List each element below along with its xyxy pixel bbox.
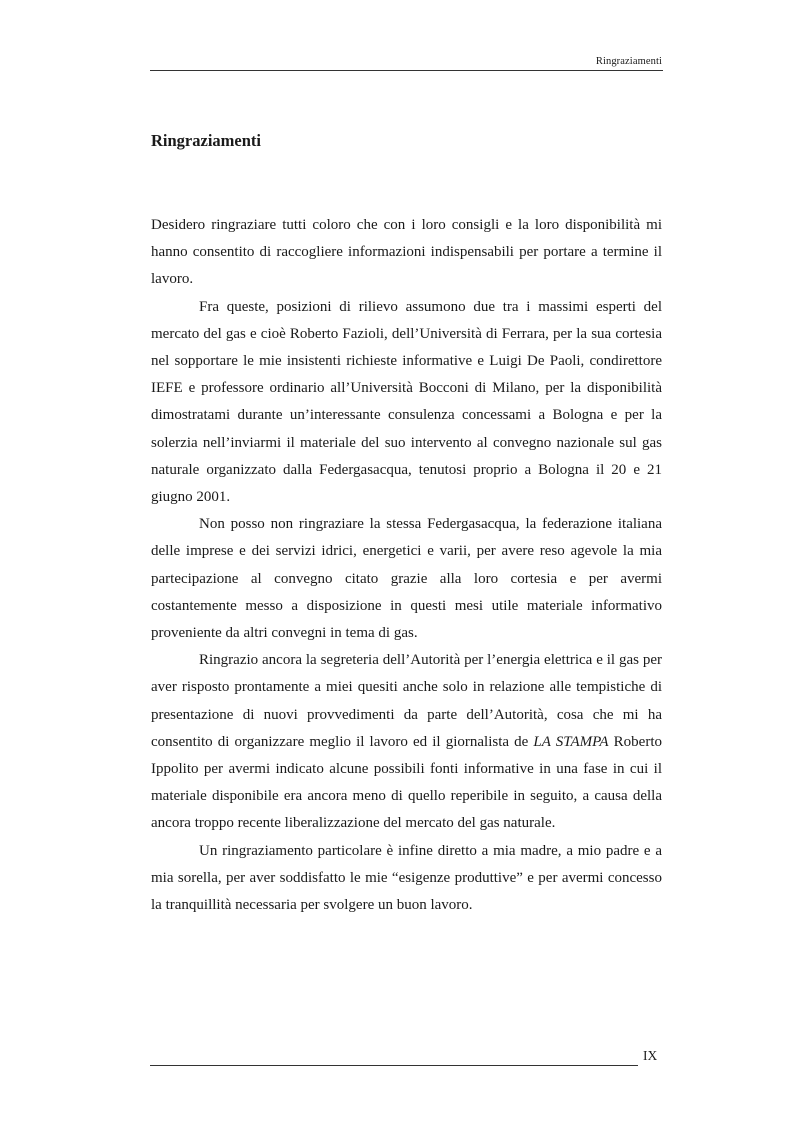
header-rule <box>150 70 663 71</box>
paragraph-2: Fra queste, posizioni di rilievo assumono due tra i massimi esperti del mercato del gas e cioè Roberto Fazioli, dell’Università di Ferrara, per la sua cortesia nel sopportare le mie insistenti richieste informative e Luigi De Paoli, condirettore IEFE e professore ordinario all’Università Bocconi di Milano, per la disponibilità dimostratami durante un’interessante consulenza concessami a Bologna e per la solerzia nell’inviarmi il materiale del suo intervento al convegno nazionale sul gas naturale organizzato dalla Federgasacqua, tenutosi proprio a Bologna il 20 e 21 giugno 2001. <box>151 298 662 506</box>
paragraph-3: Non posso non ringraziare la stessa Federgasacqua, la federazione italiana delle imprese e dei servizi idrici, energetici e varii, per avere reso agevole la mia partecipazione al convegno citato grazie alla loro cortesia e per avermi costantemente messo a disposizione in questi mesi utile materiale informativo proveniente da altri convegni in tema di gas. <box>151 516 662 642</box>
paragraph-4-text-before: Ringrazio ancora la segreteria dell’Autorità per l’energia elettrica e il gas per aver risposto prontamente a miei quesiti anche solo in relazione alle tempistiche di presentazione di nuovi provvedimenti da parte dell’Autorità, cosa che mi ha consentito di organizzare meglio il lavoro ed il giornalista de <box>151 652 662 750</box>
paragraph-4 <box>151 647 662 837</box>
newspaper-name: LA STAMPA <box>533 733 609 750</box>
footer-rule <box>150 1065 638 1066</box>
paragraph-5: Un ringraziamento particolare è infine diretto a mia madre, a mio padre e a mia sorella, per aver soddisfatto le mie “esigenze produttive” e per avermi concesso la tranquillità necessaria per svolgere un buon lavoro. <box>151 842 662 914</box>
page-number: IX <box>643 1048 658 1063</box>
paragraph-1: Desidero ringraziare tutti coloro che con i loro consigli e la loro disponibilità mi hanno consentito di raccogliere informazioni indispensabili per portare a termine il lavoro. <box>151 217 662 288</box>
paragraph-4-text-after: Roberto Ippolito per avermi indicato alcune possibili fonti informative in una fase in cui il materiale disponibile era ancora meno di quello reperibile in seguito, a causa della ancora troppo recente liberalizzazione del mercato del gas naturale. <box>151 733 663 832</box>
body-text <box>151 212 662 919</box>
running-header: Ringraziamenti <box>595 56 662 67</box>
chapter-title: Ringraziamenti <box>151 131 261 150</box>
